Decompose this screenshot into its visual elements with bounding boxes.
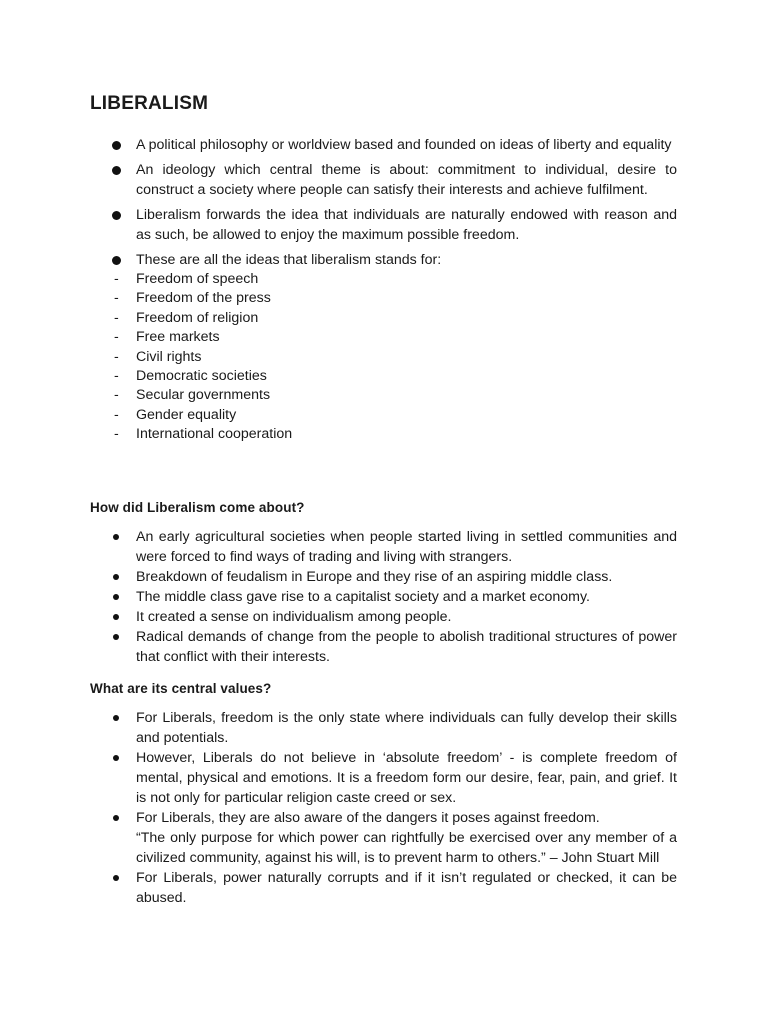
idea-text: Gender equality — [136, 406, 237, 423]
idea-item — [114, 386, 677, 405]
list-item — [0, 808, 677, 868]
idea-text: Freedom of the press — [136, 290, 271, 307]
bullet-icon — [113, 634, 119, 640]
dash-marker: - — [114, 271, 119, 287]
section-heading-origin: How did Liberalism come about? — [90, 500, 305, 515]
dash-marker: - — [114, 406, 119, 423]
idea-text: Free markets — [136, 329, 220, 346]
bullet-icon — [113, 594, 119, 600]
list-item — [0, 607, 677, 627]
list-item — [0, 868, 677, 908]
idea-item — [114, 348, 677, 367]
list-item — [0, 587, 677, 607]
list-item-text: For Liberals, freedom is the only state where individuals can fully develop their skills and potentials. — [136, 710, 677, 746]
list-item-text: An early agricultural societies when people started living in settled communities and were forced to find ways of trading and living with strangers. — [136, 529, 677, 565]
bullet-icon — [113, 534, 119, 540]
idea-item — [114, 406, 677, 425]
bullet-icon — [112, 211, 121, 220]
list-item-text: Breakdown of feudalism in Europe and they rise of an aspiring middle class. — [136, 569, 613, 585]
bullet-icon — [112, 256, 121, 265]
list-item-text: An ideology which central theme is about: commitment to individual, desire to construct a society where people can satisfy their interests and achieve fulfilment. — [136, 162, 677, 198]
list-item — [0, 250, 677, 445]
idea-item — [114, 328, 677, 347]
list-item-text: A political philosophy or worldview based and founded on ideas of liberty and equality — [136, 137, 672, 153]
idea-item — [114, 367, 677, 386]
list-item — [0, 567, 677, 587]
idea-item — [114, 309, 677, 328]
dash-marker: - — [114, 348, 119, 365]
list-item — [0, 708, 677, 748]
list-item — [0, 627, 677, 667]
origin-list — [0, 527, 768, 667]
bullet-icon — [113, 614, 119, 620]
bullet-icon — [112, 141, 121, 150]
list-item-text: Liberalism forwards the idea that individuals are naturally endowed with reason and as such, be allowed to enjoy the maximum possible freedom. — [136, 207, 677, 243]
bullet-icon — [113, 755, 119, 761]
list-item-text: For Liberals, power naturally corrupts and if it isn’t regulated or checked, it can be abused. — [136, 870, 677, 906]
idea-text: Freedom of religion — [136, 309, 259, 326]
list-item-text: Radical demands of change from the people to abolish traditional structures of power that conflict with their interests. — [136, 629, 677, 665]
list-item — [0, 135, 677, 155]
values-list — [0, 708, 768, 908]
page-title: LIBERALISM — [90, 93, 209, 114]
dash-marker: - — [114, 368, 119, 385]
list-item — [0, 748, 677, 808]
list-item-text: The middle class gave rise to a capitalist society and a market economy. — [136, 589, 590, 605]
list-item — [0, 160, 677, 200]
idea-item — [114, 289, 677, 308]
idea-text: International cooperation — [136, 426, 293, 443]
idea-text: Civil rights — [136, 348, 202, 365]
intro-list — [0, 135, 768, 450]
mill-quote: “The only purpose for which power can rightfully be exercised over any member of a civilized community, against his will, is to prevent harm to others.” – John Stuart Mill — [136, 830, 677, 866]
idea-item — [114, 270, 677, 289]
dash-marker: - — [114, 309, 119, 326]
bullet-icon — [113, 875, 119, 881]
dash-marker: - — [114, 426, 119, 443]
bullet-icon — [113, 715, 119, 721]
bullet-icon — [113, 815, 119, 821]
list-item — [0, 205, 677, 245]
bullet-icon — [113, 574, 119, 580]
list-item-text: However, Liberals do not believe in ‘absolute freedom’ - is complete freedom of mental, physical and emotions. It is a freedom form our desire, fear, pain, and grief. It is not only for particular religion caste creed or sex. — [136, 750, 677, 806]
list-item-text: It created a sense on individualism among people. — [136, 609, 452, 625]
idea-item — [114, 425, 677, 444]
idea-text: Democratic societies — [136, 368, 267, 385]
list-item-text: For Liberals, they are also aware of the dangers it poses against freedom. — [136, 810, 600, 826]
list-item-text: These are all the ideas that liberalism stands for: — [136, 252, 442, 268]
bullet-icon — [112, 166, 121, 175]
list-item — [0, 527, 677, 567]
section-heading-values: What are its central values? — [90, 681, 272, 696]
ideas-list — [114, 270, 677, 445]
dash-marker: - — [114, 329, 119, 346]
idea-text: Secular governments — [136, 387, 271, 404]
idea-text: Freedom of speech — [136, 271, 259, 287]
dash-marker: - — [114, 290, 119, 307]
dash-marker: - — [114, 387, 119, 404]
